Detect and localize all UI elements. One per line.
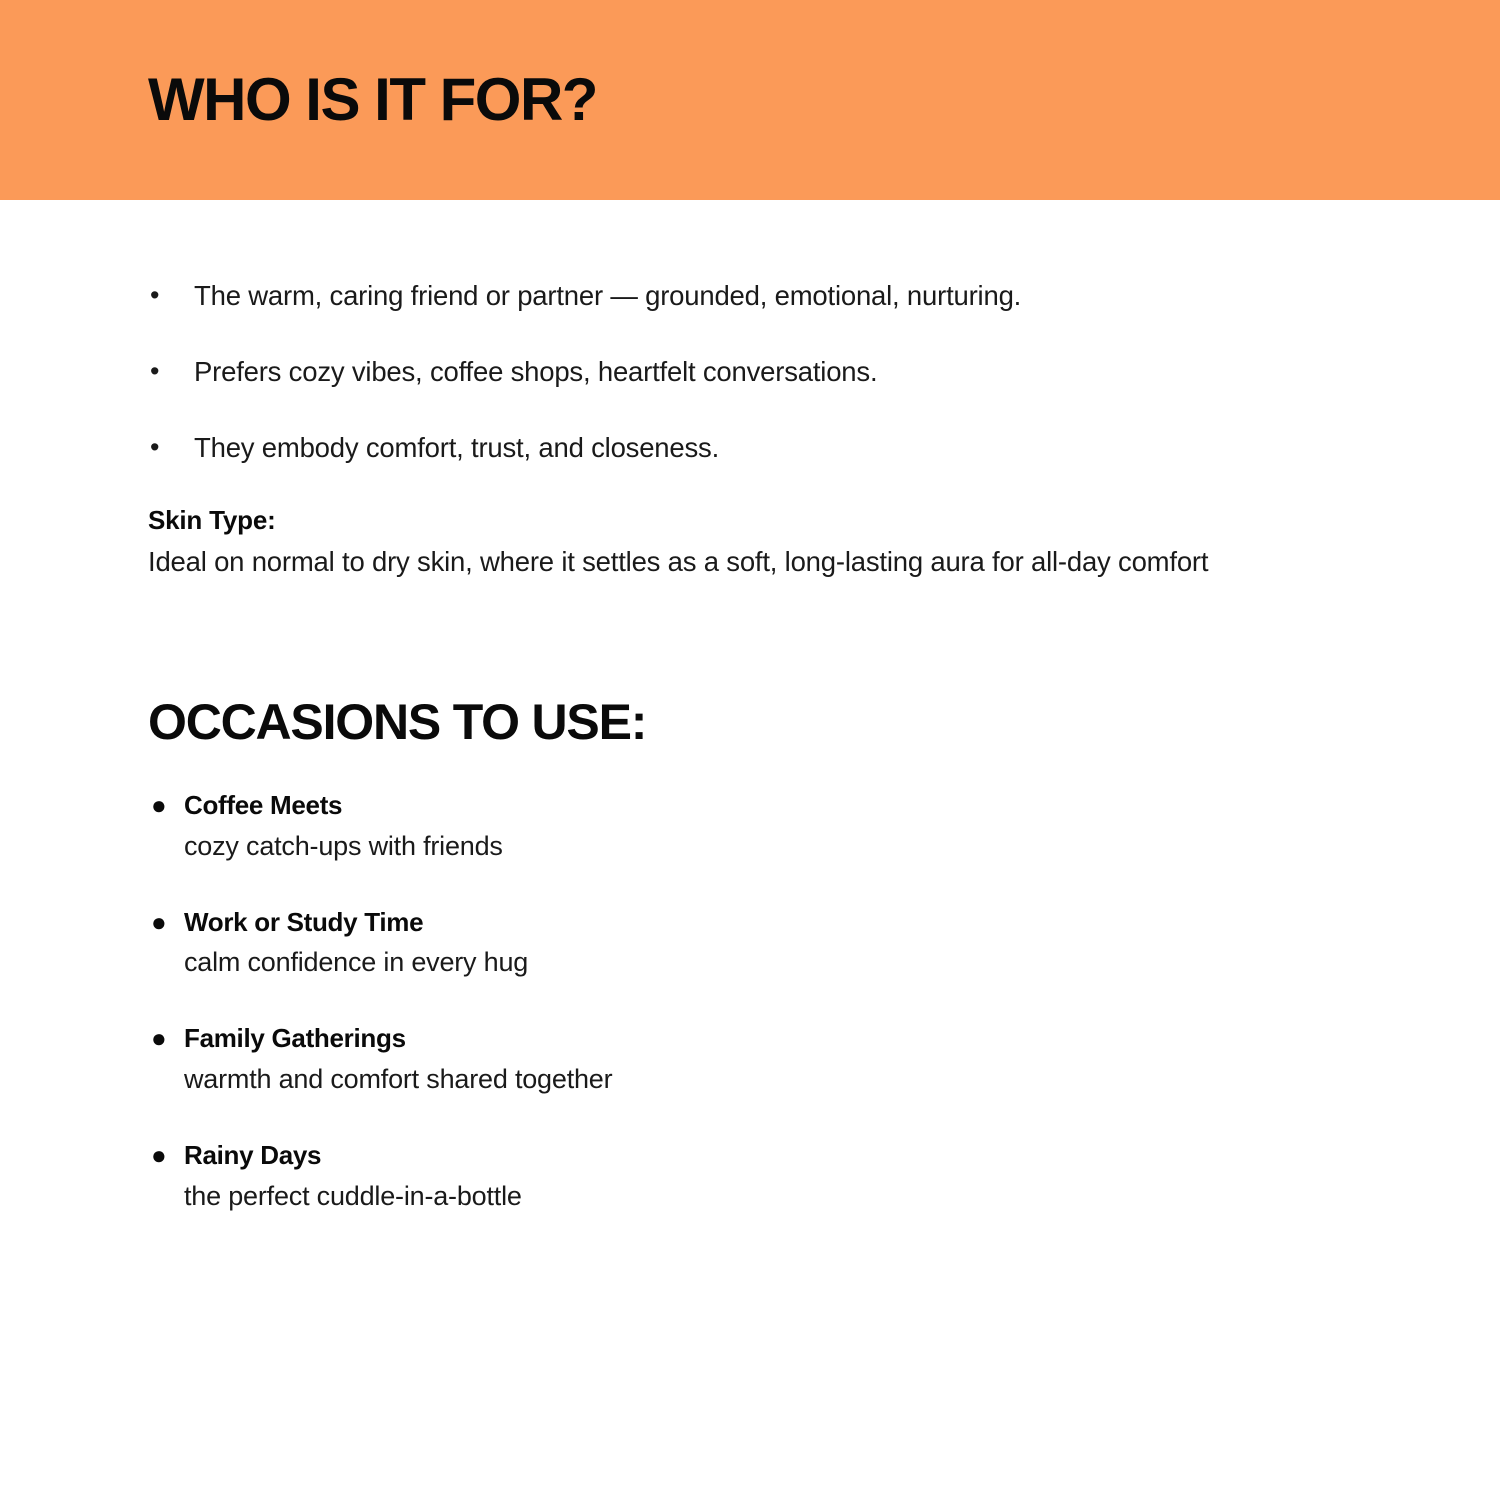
bullet-icon: ●: [151, 1140, 167, 1171]
skin-type-text: Ideal on normal to dry skin, where it settles as a soft, long-lasting aura for all-day comfort: [148, 546, 1209, 578]
list-item: [148, 789, 1352, 864]
list-item-text: The warm, caring friend or partner — grounded, emotional, nurturing.: [194, 280, 1022, 311]
skin-type-block: [148, 505, 1352, 581]
bullet-icon: •: [150, 431, 160, 462]
occasion-name: Work or Study Time: [184, 906, 424, 937]
skin-type-label: Skin Type:: [148, 505, 276, 536]
bullet-icon: ●: [151, 906, 167, 937]
content-body: [0, 200, 1500, 1214]
list-item-text: They embody comfort, trust, and closeness.: [194, 431, 720, 463]
list-item-text: Prefers cozy vibes, coffee shops, heartfelt conversations.: [194, 355, 878, 387]
list-item: [148, 1139, 1352, 1214]
audience-list: [148, 200, 1352, 465]
bullet-icon: ●: [151, 790, 167, 821]
page-title: WHO IS IT FOR?: [148, 66, 597, 133]
occasion-name: Coffee Meets: [184, 790, 343, 821]
bullet-icon: ●: [151, 1023, 167, 1054]
list-item: [148, 278, 1352, 314]
occasion-description: the perfect cuddle-in-a-bottle: [184, 1180, 522, 1211]
occasion-name: Family Gatherings: [184, 1023, 406, 1054]
list-item: [148, 906, 1352, 981]
occasions-list: [148, 747, 1352, 1213]
occasions-title: OCCASIONS TO USE:: [148, 694, 647, 751]
bullet-icon: •: [150, 280, 160, 310]
header-band: [0, 0, 1500, 200]
occasion-description: calm confidence in every hug: [184, 947, 529, 978]
list-item: [148, 430, 1352, 466]
occasion-description: cozy catch-ups with friends: [184, 830, 503, 861]
list-item: [148, 1022, 1352, 1097]
bullet-icon: •: [150, 355, 160, 386]
list-item: [148, 354, 1352, 390]
occasion-name: Rainy Days: [184, 1140, 322, 1171]
occasion-description: warmth and comfort shared together: [184, 1063, 613, 1094]
